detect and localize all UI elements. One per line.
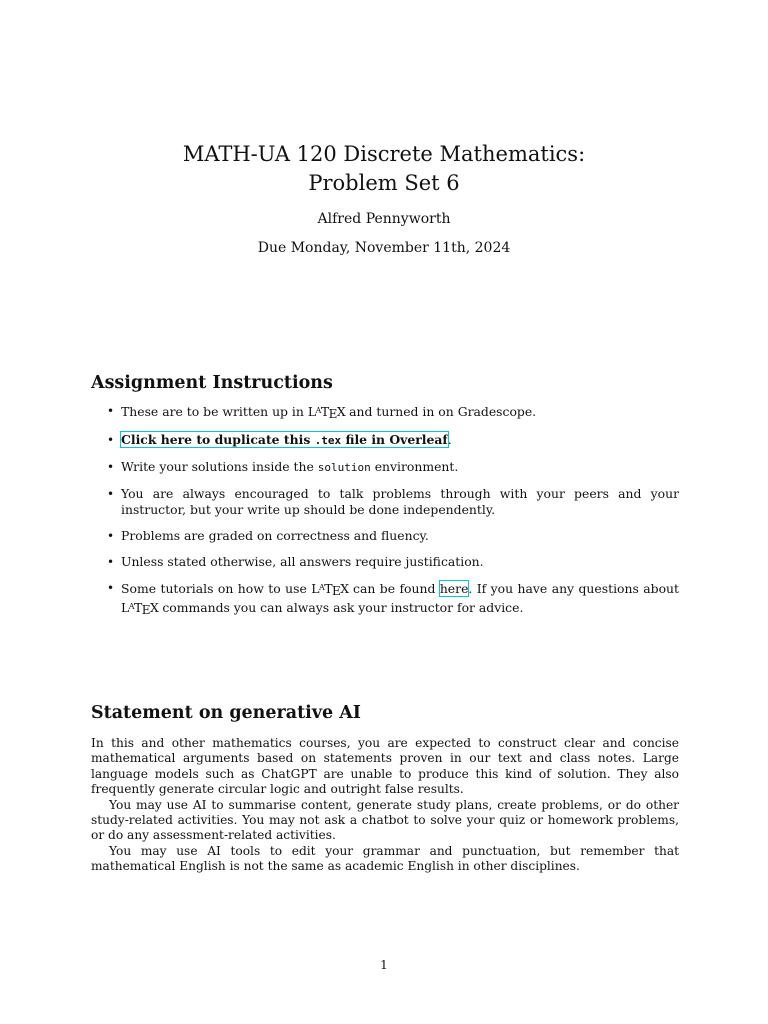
list-item xyxy=(91,459,679,476)
paragraph: You may use AI to summarise content, generate study plans, create problems, or do other study-related activities. You may not ask a chatbot to solve your quiz or homework problems, or do any assessment-related activities. xyxy=(91,797,679,843)
link-text: file in Overleaf xyxy=(341,432,448,447)
tutorials-link[interactable]: here xyxy=(439,581,469,596)
title-line-1: MATH-UA 120 Discrete Mathematics: xyxy=(182,142,586,166)
code-text: solution xyxy=(317,461,371,474)
instructions-list xyxy=(91,403,679,628)
list-item xyxy=(91,554,679,570)
item-text: commands you can always ask your instructor for advice. xyxy=(158,600,524,615)
author: Alfred Pennyworth xyxy=(317,211,451,227)
link-text: Click here to duplicate this xyxy=(121,432,315,447)
item-text: . If you have any questions about xyxy=(468,581,679,596)
section-heading-ai: Statement on generative AI xyxy=(91,703,361,723)
paragraph: You may use AI tools to edit your grammar and punctuation, but remember that mathematical English is not the same as academic English in other disciplines. xyxy=(91,843,679,874)
latex-logo: $L^AT_EX$ xyxy=(307,404,346,421)
due-date: Due Monday, November 11th, 2024 xyxy=(257,240,511,256)
item-text: Write your solutions inside the xyxy=(121,459,318,474)
title-line-2: Problem Set 6 xyxy=(308,171,460,195)
section-heading-instructions: Assignment Instructions xyxy=(91,373,333,393)
item-text: Unless stated otherwise, all answers require justification. xyxy=(121,554,484,569)
duplicate-overleaf-link[interactable] xyxy=(121,432,448,447)
item-text: environment. xyxy=(370,459,459,474)
item-text: You are always encouraged to talk problems through with your peers and your instructor, but your write up should be done independently. xyxy=(121,486,679,517)
latex-logo: $L^AT_EX$ xyxy=(311,581,349,598)
link-code: .tex xyxy=(314,434,342,447)
item-text: Some tutorials on how to use xyxy=(121,581,312,596)
item-text: These are to be written up in xyxy=(121,404,308,419)
document-title xyxy=(0,140,768,198)
list-item xyxy=(91,432,679,449)
page-number: 1 xyxy=(380,958,388,972)
item-text: can be found xyxy=(348,581,440,596)
list-item xyxy=(91,486,679,518)
item-text: Problems are graded on correctness and fluency. xyxy=(121,528,429,543)
paragraph: In this and other mathematics courses, you are expected to construct clear and concise mathematical arguments based on statements proven in our text and class notes. Large language models such as ChatGPT are unable to produce this kind of solution. They also frequently generate circular logic and outright false results. xyxy=(91,736,679,797)
list-item xyxy=(91,528,679,544)
ai-statement-body xyxy=(91,736,679,875)
latex-logo: $L^AT_EX$ xyxy=(121,600,159,617)
list-item xyxy=(91,580,679,618)
list-item xyxy=(91,403,679,422)
item-text: . xyxy=(447,432,452,447)
item-text: and turned in on Gradescope. xyxy=(345,404,537,419)
